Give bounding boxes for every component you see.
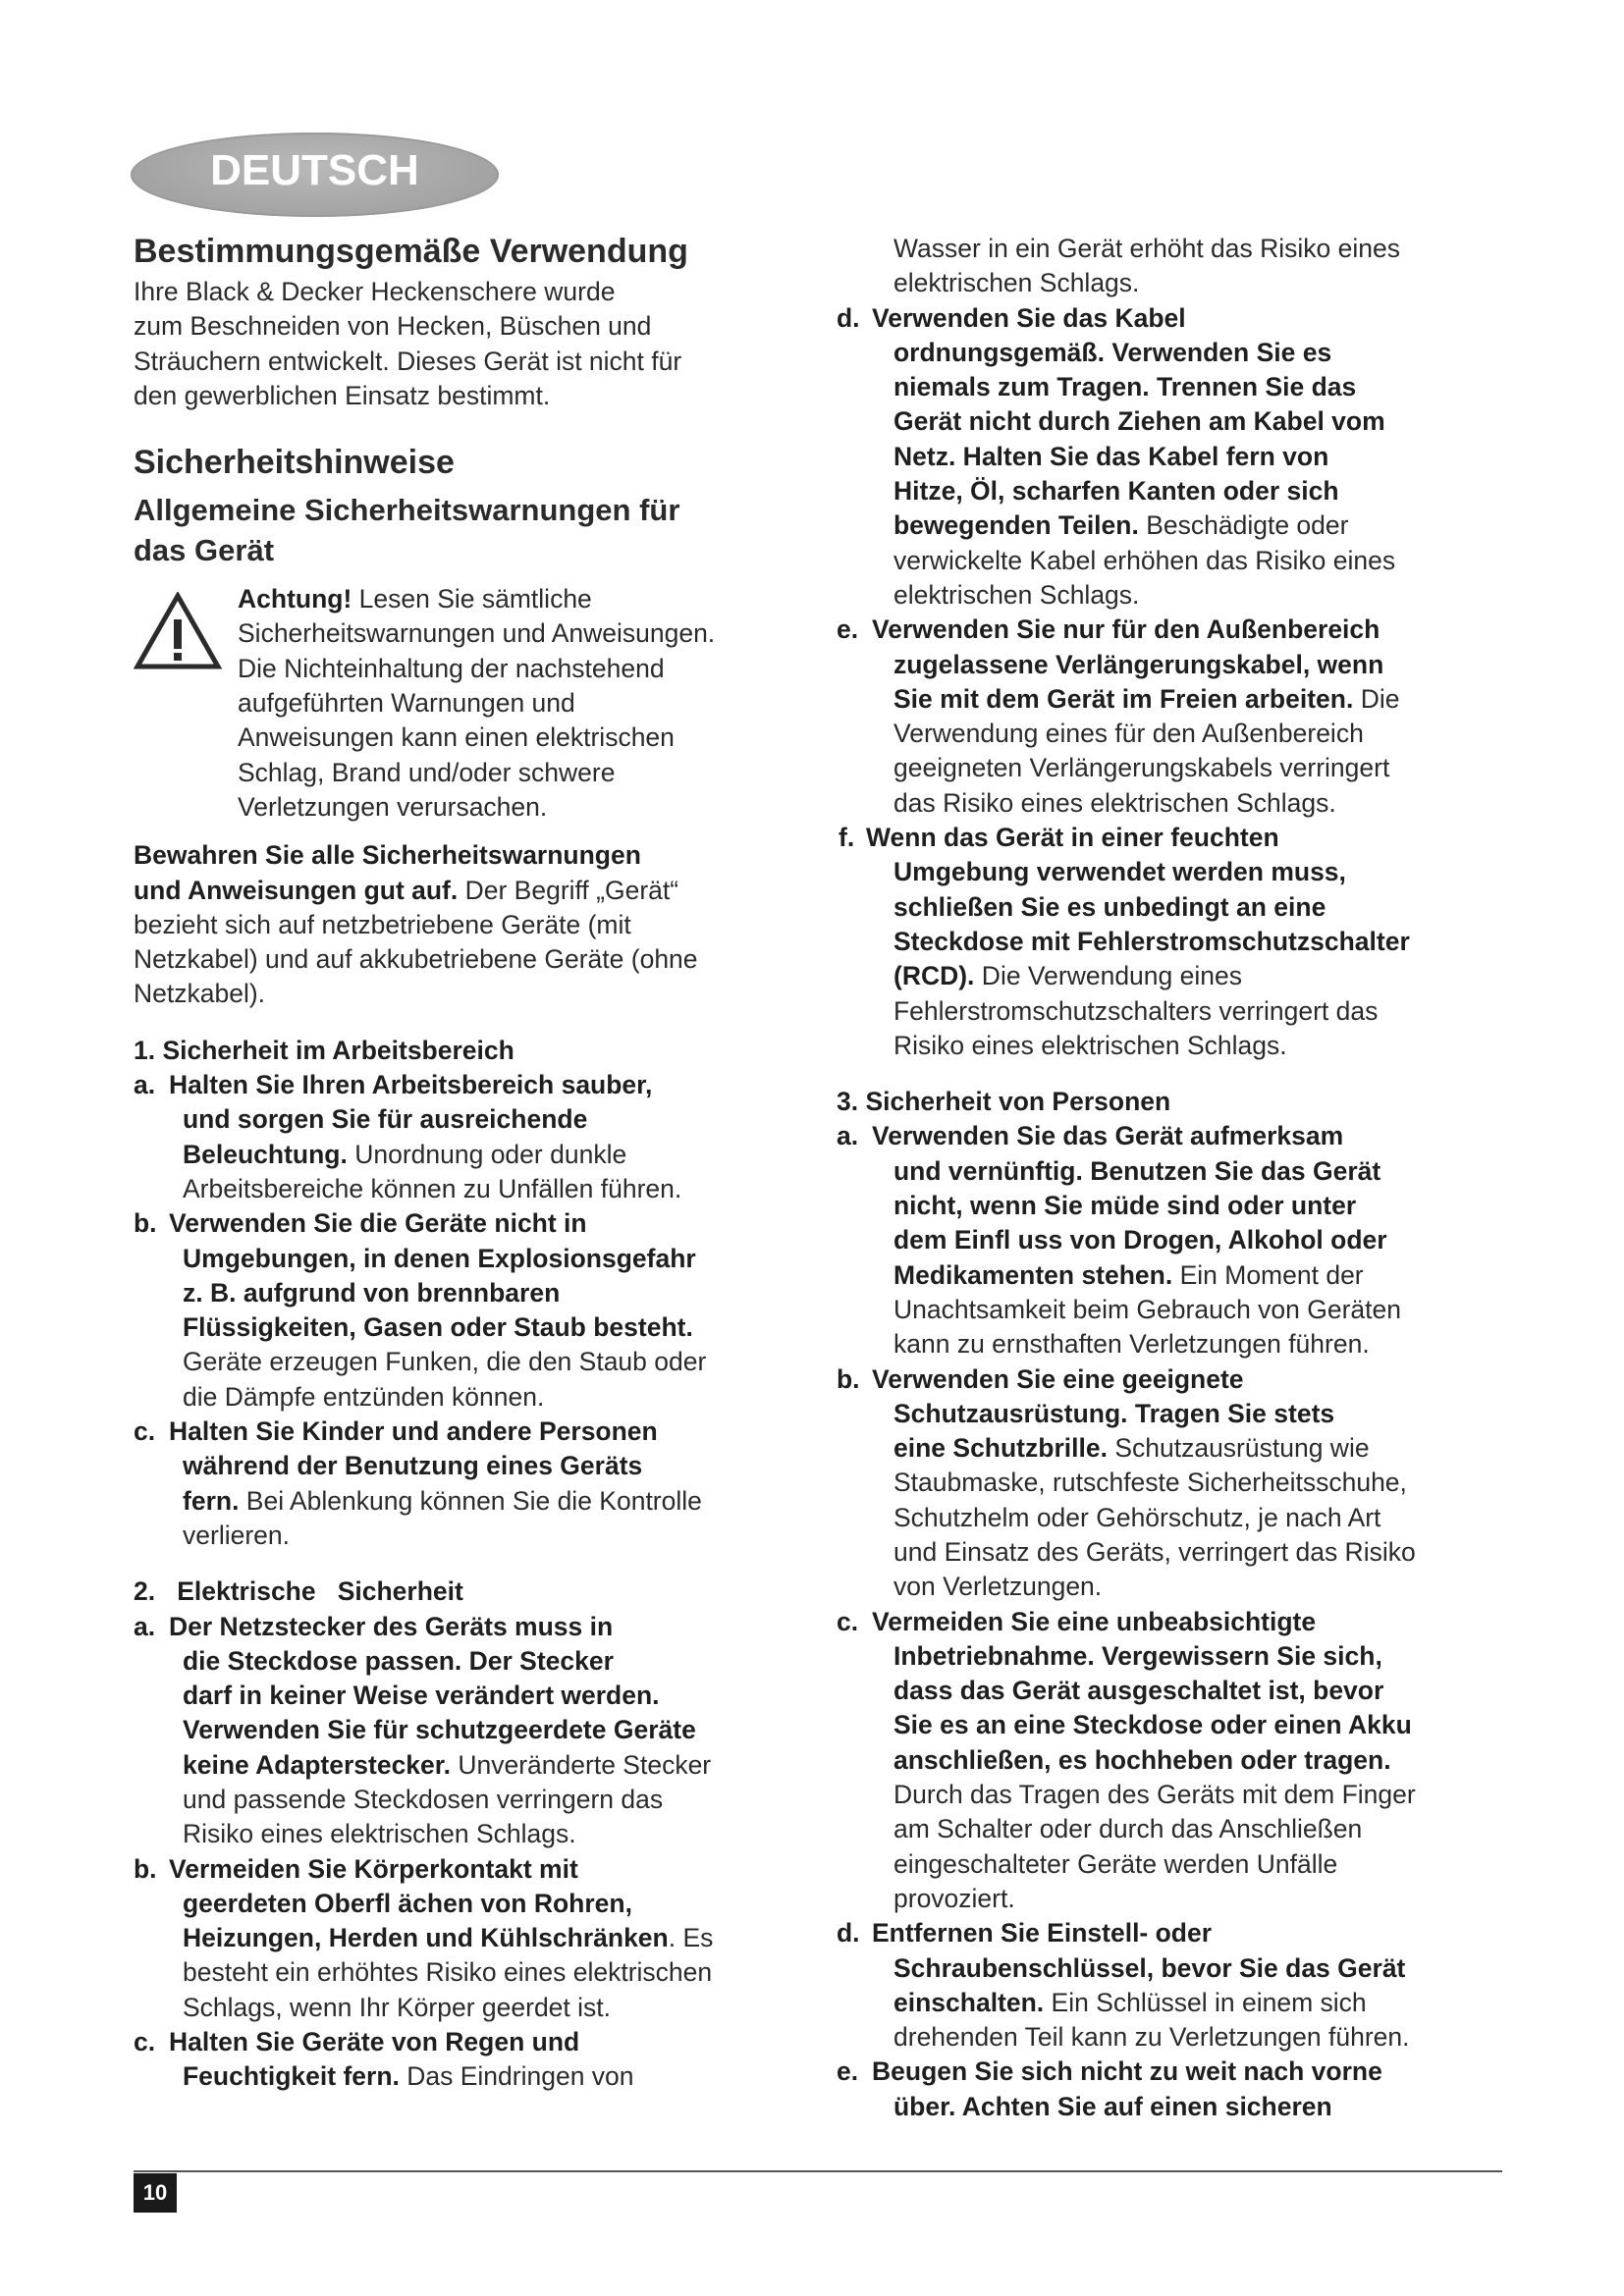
text-line: das Risiko eines elektrischen Schlags. (893, 787, 1336, 818)
text-line: verwickelte Kabel erhöhen das Risiko eines (893, 545, 1396, 575)
bold-text: fern. (183, 1485, 240, 1516)
bold-text: nicht, wenn Sie müde sind oder unter (893, 1191, 1357, 1221)
general-warnings-title-line: das Gerät (134, 533, 275, 568)
bold-text: anschließen, es hochheben oder tragen. (893, 1744, 1391, 1775)
text-line: Netzkabel) und auf akkubetriebene Geräte (ohne (134, 944, 698, 975)
text-line: Sicherheitswarnungen und Anweisungen. (238, 618, 716, 649)
bold-text: Umgebungen, in denen Explosionsgefahr (183, 1243, 696, 1273)
bold-text: Sie es an eine Steckdose oder einen Akku (893, 1710, 1412, 1740)
bold-text: Beugen Sie sich nicht zu weit nach vorne (872, 2056, 1382, 2087)
bold-text: Bewahren Sie alle Sicherheitswarnungen (134, 840, 641, 871)
bold-text: und vernünftig. Benutzen Sie das Gerät (893, 1155, 1381, 1186)
item-marker: d. (837, 1918, 860, 1949)
text-line: Durch das Tragen des Geräts mit dem Finger (893, 1780, 1416, 1810)
bold-text: Verwenden Sie das Kabel (872, 302, 1186, 333)
text-line: von Verletzungen. (893, 1572, 1103, 1602)
general-warnings-title (134, 490, 801, 570)
general-warnings-title-line: Allgemeine Sicherheitswarnungen für (134, 493, 680, 528)
bold-text: Schraubenschlüssel, bevor Sie das Gerät (893, 1952, 1406, 1983)
intended-use-text (134, 275, 801, 413)
footer-divider (134, 2170, 1502, 2172)
text-line: am Schalter oder durch das Anschließen (893, 1814, 1363, 1844)
bold-text: während der Benutzung eines Geräts (183, 1451, 643, 1481)
text-line: Wasser in ein Gerät erhöht das Risiko eines (893, 234, 1400, 263)
list-item (837, 1362, 1504, 1605)
bold-text: Halten Sie Geräte von Regen und (169, 2027, 580, 2057)
text-line: Schlag, Brand und/oder schwere (238, 757, 616, 787)
text-line: Bei Ablenkung können Sie die Kontrolle (239, 1485, 702, 1516)
text-line: Geräte erzeugen Funken, die den Staub oder (183, 1347, 707, 1377)
list-item (134, 1206, 801, 1415)
bold-text: Gerät nicht durch Ziehen am Kabel vom (893, 406, 1385, 437)
bold-text: Verwenden Sie das Gerät aufmerksam (872, 1121, 1344, 1151)
bold-text: Flüssigkeiten, Gasen oder Staub besteht. (183, 1312, 693, 1343)
bold-text: Vermeiden Sie Körperkontakt mit (169, 1853, 578, 1884)
bold-text: und sorgen Sie für ausreichende (183, 1104, 588, 1135)
bold-text: dem Einfl uss von Drogen, Alkohol oder (893, 1225, 1387, 1255)
bold-text: Feuchtigkeit fern. (183, 2061, 400, 2092)
section-work-area-title: 1. Sicherheit im Arbeitsbereich (134, 1035, 514, 1065)
text-line: drehenden Teil kann zu Verletzungen führen. (893, 2022, 1410, 2053)
bold-text: Verwenden Sie nur für den Außenbereich (872, 614, 1380, 645)
safety-title: Sicherheitshinweise (134, 444, 455, 482)
bold-text: einschalten. (893, 1987, 1045, 2017)
text-line: . Es (668, 1923, 714, 1953)
warning-block (134, 582, 801, 825)
text-line: verlieren. (183, 1520, 290, 1550)
text-line: Verletzungen verursachen. (238, 791, 548, 822)
text-line: Lesen Sie sämtliche (352, 584, 592, 614)
language-badge (131, 133, 499, 217)
text-line: die Dämpfe entzünden können. (183, 1381, 545, 1412)
warning-triangle-icon (134, 592, 222, 670)
bold-text: Verwenden Sie die Geräte nicht in (169, 1208, 587, 1239)
text-line: Unordnung oder dunkle (347, 1139, 627, 1169)
warning-label: Achtung! (238, 584, 352, 614)
bold-text: Inbetriebnahme. Vergewissern Sie sich, (893, 1640, 1382, 1671)
text-line: aufgeführten Warnungen und (238, 688, 575, 719)
bold-text: geerdeten Oberfl ächen von Rohren, (183, 1888, 632, 1918)
bold-text: und Anweisungen gut auf. (134, 875, 459, 905)
item-marker: a. (837, 1121, 859, 1151)
left-column (134, 232, 801, 2095)
text-line: Schutzausrüstung wie (1107, 1433, 1370, 1464)
text-line: Unveränderte Stecker (451, 1749, 712, 1780)
text-line: Anweisungen kann einen elektrischen (238, 722, 675, 753)
list-item (837, 301, 1504, 614)
text-line: Schlags, wenn Ihr Körper geerdet ist. (183, 1992, 612, 2022)
bold-text: Wenn das Gerät in einer feuchten (866, 823, 1279, 853)
bold-text: niemals zum Tragen. Trennen Sie das (893, 372, 1357, 402)
section-personal-safety-title: 3. Sicherheit von Personen (837, 1087, 1171, 1117)
item-marker: b. (134, 1208, 157, 1239)
bold-text: schließen Sie es unbedingt an eine (893, 891, 1326, 922)
list-item (134, 1415, 801, 1553)
bold-text: darf in keiner Weise verändert werden. (183, 1681, 660, 1711)
bold-text: ordnungsgemäß. Verwenden Sie es (893, 337, 1332, 367)
list-item (837, 2055, 1504, 2124)
bold-text: über. Achten Sie auf einen sicheren (893, 2091, 1332, 2121)
text-line: elektrischen Schlags. (893, 579, 1140, 610)
page-number: 10 (134, 2173, 177, 2213)
list-item (837, 1916, 1504, 2055)
bold-text: die Steckdose passen. Der Stecker (183, 1645, 614, 1676)
bold-text: eine Schutzbrille. (893, 1433, 1108, 1464)
text-line: eingeschalteter Geräte werden Unfälle (893, 1848, 1338, 1879)
bold-text: Halten Sie Ihren Arbeitsbereich sauber, (169, 1070, 653, 1100)
list-item (134, 1610, 801, 1852)
text-line: Risiko eines elektrischen Schlags. (893, 1030, 1287, 1060)
text-line: Unachtsamkeit beim Gebrauch von Geräten (893, 1294, 1402, 1324)
text-line: Die Verwendung eines (974, 961, 1242, 991)
list-item (837, 1605, 1504, 1917)
bold-text: Halten Sie Kinder und andere Personen (169, 1416, 658, 1447)
section-electrical-title: 2. Elektrische Sicherheit (134, 1576, 463, 1607)
item-marker: c. (837, 1606, 859, 1636)
text-line: Fehlerstromschutzschalters verringert das (893, 995, 1379, 1026)
bold-text: Schutzausrüstung. Tragen Sie stets (893, 1398, 1335, 1428)
item-marker: b. (837, 1363, 860, 1394)
language-label: DEUTSCH (210, 146, 419, 194)
list-item (837, 1119, 1504, 1362)
bold-text: Der Netzstecker des Geräts muss in (169, 1611, 614, 1641)
item-marker: c. (134, 1416, 156, 1447)
bold-text: z. B. aufgrund von brennbaren (183, 1277, 561, 1308)
text-line: Schutzhelm oder Gehörschutz, je nach Art (893, 1502, 1381, 1532)
bold-text: zugelassene Verlängerungskabel, wenn (893, 649, 1384, 679)
text-line: Sträuchern entwickelt. Dieses Gerät ist nicht für (134, 346, 682, 376)
bold-text: Umgebung verwendet werden muss, (893, 857, 1346, 887)
bold-text: Hitze, Öl, scharfen Kanten oder sich (893, 476, 1339, 507)
intended-use-title: Bestimmungsgemäße Verwendung (134, 233, 688, 270)
bold-text: (RCD). (893, 961, 975, 991)
continued-text (837, 232, 1504, 301)
text-line: besteht ein erhöhtes Risiko eines elektrischen (183, 1957, 713, 1988)
text-line: provoziert. (893, 1883, 1015, 1913)
text-line: kann zu ernsthaften Verletzungen führen. (893, 1329, 1370, 1360)
text-line: und Einsatz des Geräts, verringert das Risiko (893, 1536, 1416, 1567)
item-marker: e. (837, 2056, 859, 2087)
bold-text: Vermeiden Sie eine unbeabsichtigte (872, 1606, 1317, 1636)
item-marker: b. (134, 1853, 157, 1884)
bold-text: Steckdose mit Fehlerstromschutzschalter (893, 926, 1410, 956)
list-item (134, 1852, 801, 2025)
text-line: Risiko eines elektrischen Schlags. (183, 1819, 576, 1849)
item-marker: f. (839, 823, 855, 853)
text-line: Staubmaske, rutschfeste Sicherheitsschuhe, (893, 1468, 1407, 1498)
bold-text: dass das Gerät ausgeschaltet ist, bevor (893, 1676, 1384, 1706)
bold-text: Verwenden Sie eine geeignete (872, 1363, 1244, 1394)
list-item (134, 1068, 801, 1206)
text-line: elektrischen Schlags. (893, 268, 1140, 298)
bold-text: Medikamenten stehen. (893, 1259, 1173, 1290)
text-line: Netzkabel). (134, 979, 266, 1009)
text-line: und passende Steckdosen verringern das (183, 1784, 664, 1814)
text-line: den gewerblichen Einsatz bestimmt. (134, 380, 551, 410)
list-item (837, 613, 1504, 821)
item-marker: a. (134, 1611, 156, 1641)
text-line: Beschädigte oder (1138, 510, 1349, 541)
text-line: Die Nichteinhaltung der nachstehend (238, 653, 665, 683)
text-line: Der Begriff „Gerät“ (458, 875, 679, 905)
bold-text: Entfernen Sie Einstell- oder (872, 1918, 1213, 1949)
text-line: Ihre Black & Decker Heckenschere wurde (134, 277, 616, 306)
bold-text: Netz. Halten Sie das Kabel fern von (893, 441, 1329, 471)
text-line: Verwendung eines für den Außenbereich (893, 719, 1364, 749)
text-line: bezieht sich auf netzbetriebene Geräte (mit (134, 909, 631, 939)
bold-text: Beleuchtung. (183, 1139, 348, 1169)
text-line: Ein Moment der (1172, 1259, 1364, 1290)
right-column (837, 232, 1504, 2124)
item-marker: d. (837, 302, 860, 333)
item-marker: a. (134, 1070, 156, 1100)
list-item (134, 2025, 801, 2095)
bold-text: keine Adapterstecker. (183, 1749, 451, 1780)
text-line: Ein Schlüssel in einem sich (1044, 1987, 1367, 2017)
bold-text: Sie mit dem Gerät im Freien arbeiten. (893, 683, 1354, 714)
item-marker: c. (134, 2027, 156, 2057)
text-line: zum Beschneiden von Hecken, Büschen und (134, 311, 652, 342)
list-item (837, 821, 1504, 1063)
bold-text: Heizungen, Herden und Kühlschränken (183, 1923, 669, 1953)
text-line: Die (1353, 683, 1400, 714)
item-marker: e. (837, 614, 859, 645)
bold-text: Verwenden Sie für schutzgeerdete Geräte (183, 1715, 696, 1745)
keep-instructions (134, 838, 801, 1011)
text-line: Arbeitsbereiche können zu Unfällen führen. (183, 1173, 682, 1203)
text-line: Das Eindringen von (399, 2061, 634, 2092)
text-line: geeigneten Verlängerungskabels verringert (893, 753, 1390, 783)
bold-text: bewegenden Teilen. (893, 510, 1139, 541)
